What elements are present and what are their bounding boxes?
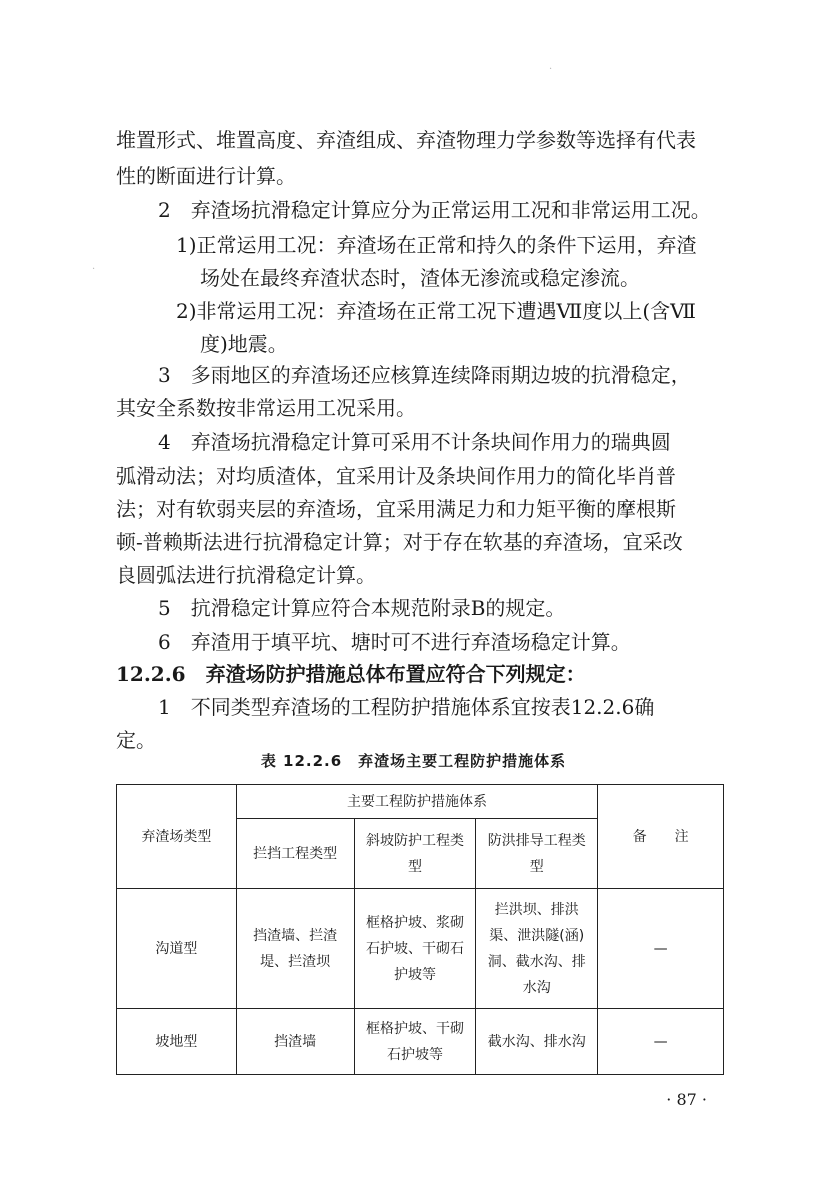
header-slag-type: 弃渣场类型 (117, 785, 237, 889)
row-flood: 拦洪坝、排洪渠、泄洪隧(涵)洞、截水沟、排水沟 (476, 889, 598, 1009)
row-flood: 截水沟、排水沟 (476, 1009, 598, 1075)
row-remark: — (598, 889, 724, 1009)
row-type: 沟道型 (117, 889, 237, 1009)
row-remark: — (598, 1009, 724, 1075)
table-row (117, 889, 724, 1009)
item-5-line: 5 抗滑稳定计算应符合本规范附录B的规定。 (158, 596, 566, 620)
protection-measures-table (116, 784, 724, 1075)
header-remark: 备 注 (598, 785, 724, 889)
item-4-line-3: 法；对有软弱夹层的弃渣场，宜采用满足力和力矩平衡的摩根斯 (116, 497, 676, 521)
header-measure-system: 主要工程防护措施体系 (236, 785, 597, 819)
header-barrier-type: 拦挡工程类型 (236, 819, 354, 889)
paragraph-line-1: 堆置形式、堆置高度、弃渣组成、弃渣物理力学参数等选择有代表 (116, 128, 696, 152)
item-6-line: 6 弃渣用于填平坑、塘时可不进行弃渣场稳定计算。 (158, 630, 631, 654)
row-slope: 框格护坡、干砌石护坡等 (354, 1009, 476, 1075)
header-flood-type: 防洪排导工程类型 (476, 819, 598, 889)
item-4-line-1: 4 弃渣场抗滑稳定计算可采用不计条块间作用力的瑞典圆 (158, 430, 671, 454)
row-barrier: 挡渣墙、拦渣堤、拦渣坝 (236, 889, 354, 1009)
clause-12-2-6-item-1-line-2: 定。 (116, 728, 156, 752)
table-caption: 表 12.2.6 弃渣场主要工程防护措施体系 (260, 752, 567, 770)
item-2-sub2-line-2: 度)地震。 (200, 332, 288, 356)
header-slope-type: 斜坡防护工程类型 (354, 819, 476, 889)
item-2-line-1: 2 弃渣场抗滑稳定计算应分为正常运用工况和非常运用工况。 (158, 198, 711, 222)
table-row (117, 1009, 724, 1075)
item-3-line-1: 3 多雨地区的弃渣场还应核算连续降雨期边坡的抗滑稳定， (158, 363, 691, 387)
row-type: 坡地型 (117, 1009, 237, 1075)
item-3-line-2: 其安全系数按非常运用工况采用。 (116, 396, 416, 420)
item-4-line-5: 良圆弧法进行抗滑稳定计算。 (116, 563, 376, 587)
clause-12-2-6-item-1-line-1: 1 不同类型弃渣场的工程防护措施体系宜按表12.2.6确 (158, 695, 655, 719)
item-4-line-4: 顿-普赖斯法进行抗滑稳定计算；对于存在软基的弃渣场，宜采改 (116, 530, 683, 554)
scan-speck: · (92, 264, 96, 275)
page-number: · 87 · (666, 1090, 707, 1109)
item-4-line-2: 弧滑动法；对均质渣体，宜采用计及条块间作用力的简化毕肖普 (116, 464, 676, 488)
paragraph-line-2: 性的断面进行计算。 (116, 164, 296, 188)
clause-12-2-6-heading: 12.2.6 弃渣场防护措施总体布置应符合下列规定： (116, 662, 586, 686)
row-barrier: 挡渣墙 (236, 1009, 354, 1075)
table-header-row-1 (117, 785, 724, 819)
item-2-sub1-line-2: 场处在最终弃渣状态时，渣体无渗流或稳定渗流。 (200, 266, 640, 290)
scan-speck: · (549, 64, 553, 75)
item-2-sub2-line-1: 2)非常运用工况：弃渣场在正常工况下遭遇Ⅶ度以上(含Ⅶ (176, 299, 696, 323)
row-slope: 框格护坡、浆砌石护坡、干砌石护坡等 (354, 889, 476, 1009)
item-2-sub1-line-1: 1)正常运用工况：弃渣场在正常和持久的条件下运用，弃渣 (176, 233, 697, 257)
